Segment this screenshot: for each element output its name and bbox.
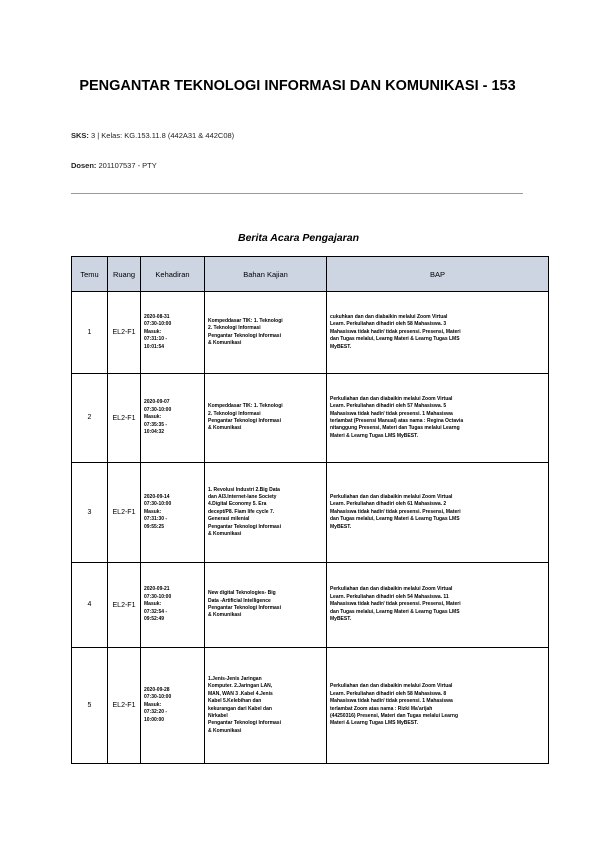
cell-bahan-kajian: Kompeddasar TIK: 1. Teknologi 2. Teknologi Informasi Pengantar Teknologi Informasi & Komunikasi — [205, 374, 327, 463]
table-header-row — [72, 257, 549, 292]
cell-kehadiran: 2020-09-28 07:30-10:00 Masuk: 07:32:20 - 10:00:00 — [141, 648, 205, 764]
divider — [71, 193, 523, 194]
header-ruang: Ruang — [108, 257, 141, 292]
dosen-value: 201107537 - PTY — [98, 161, 157, 170]
sks-label: SKS: — [71, 131, 89, 140]
table-row — [72, 374, 549, 463]
lecturer-info — [71, 161, 157, 170]
cell-temu: 2 — [72, 374, 108, 463]
cell-bap: Perkuliahan dan dan diabaikin melalui Zoom Virtual Learn. Perkuliahan dihadiri oleh 57 Mahasiswa. 5 Mahasiswa tidak hadir/ tidak presensi. 1 Mahasiswa terlambat (Presensi Manual) atas nama : Regina Octavia nitanggung Presensi, Materi dan Tugas melalui Learng Materi & Learng Tugas LMS MyBEST. — [327, 374, 549, 463]
cell-kehadiran: 2020-09-07 07:30-10:00 Masuk: 07:35:35 - 10:04:32 — [141, 374, 205, 463]
cell-bap: Perkuliahan dan dan diabaikin melalui Zoom Virtual Learn. Perkuliahan dihadiri oleh 54 Mahasiswa. 11 Mahasiswa tidak hadir/ tidak presensi. Presensi, Materi dan Tugas melalui, Learng Materi & Learng Tugas LMS MyBEST. — [327, 563, 549, 648]
sks-class-value: 3 | Kelas: KG.153.11.8 (442A31 & 442C08) — [91, 131, 235, 140]
cell-kehadiran: 2020-08-31 07:30-10:00 Masuk: 07:31:10 - 10:01:54 — [141, 292, 205, 374]
cell-bap: Perkuliahan dan dan diabaikin melalui Zoom Virtual Learn. Perkuliahan dihadiri oleh 61 Mahasiswa. 2 Mahasiswa tidak hadir/ tidak presensi. Presensi, Materi dan Tugas melalui, Learng Materi & Learng Tugas LMS MyBEST. — [327, 463, 549, 563]
cell-bap: Perkuliahan dan dan diabaikin melalui Zoom Virtual Learn. Perkuliahan dihadiri oleh 58 Mahasiswa. 8 Mahasiswa tidak hadir/ tidak presensi. 1 Mahasiswa terlambat Zoom atas nama : Rizki Ma'arijah (44250316) Presensi, Materi dan Tugas melalui Learng Materi & Learng Tugas LMS MyBEST. — [327, 648, 549, 764]
cell-bahan-kajian: Kompeddasar TIK: 1. Teknologi 2. Teknologi Informasi Pengantar Teknologi Informasi & Komunikasi — [205, 292, 327, 374]
header-bap: BAP — [327, 257, 549, 292]
cell-bap: cukuhkan dan dan diabaikin melalui Zoom Virtual Learn. Perkuliahan dihadiri oleh 58 Mahasiswa. 3 Mahasiswa tidak hadir/ tidak presensi. Presensi, Materi dan Tugas melalui, Learng Materi & Learng Tugas LMS MyBEST. — [327, 292, 549, 374]
course-title: PENGANTAR TEKNOLOGI INFORMASI DAN KOMUNIKASI - 153 — [79, 78, 516, 94]
cell-ruang: EL2-F1 — [108, 563, 141, 648]
cell-temu: 3 — [72, 463, 108, 563]
cell-bahan-kajian: 1.Jenis-Jenis Jaringan Komputer. 2.Jaringan LAN, MAN, WAN 3 .Kabel 4.Jenis Kabel 5.Kelebihan dan kekurangan dari Kabel dan Nirkabel Pengantar Teknologi Informasi & Komunikasi — [205, 648, 327, 764]
cell-kehadiran: 2020-09-14 07:30-10:00 Masuk: 07:31:30 - 09:55:25 — [141, 463, 205, 563]
section-title: Berita Acara Pengajaran — [237, 232, 359, 244]
table-row — [72, 463, 549, 563]
cell-temu: 1 — [72, 292, 108, 374]
table-row — [72, 563, 549, 648]
header-kehadiran: Kehadiran — [141, 257, 205, 292]
cell-kehadiran: 2020-09-21 07:30-10:00 Masuk: 07:32:54 - 09:52:49 — [141, 563, 205, 648]
header-temu: Temu — [72, 257, 108, 292]
cell-bahan-kajian: 1. Revolusi Industri 2.Big Data dan AI3.Internet-lane Society 4.Digital Economy 5. Era decept/P8. Fiam life cycle 7. Generasi milenial Pengantar Teknologi Informasi & Komunikasi — [205, 463, 327, 563]
header-bahan-kajian: Bahan Kajian — [205, 257, 327, 292]
cell-bahan-kajian: New digital Teknologies- Big Data -Artificial Intelligence Pengantar Teknologi Informasi & Komunikasi — [205, 563, 327, 648]
table-row — [72, 292, 549, 374]
course-info — [71, 131, 234, 140]
cell-ruang: EL2-F1 — [108, 374, 141, 463]
cell-temu: 5 — [72, 648, 108, 764]
teaching-log-table — [71, 256, 549, 764]
cell-ruang: EL2-F1 — [108, 292, 141, 374]
cell-temu: 4 — [72, 563, 108, 648]
cell-ruang: EL2-F1 — [108, 463, 141, 563]
table-row — [72, 648, 549, 764]
cell-ruang: EL2-F1 — [108, 648, 141, 764]
dosen-label: Dosen: — [71, 161, 97, 170]
